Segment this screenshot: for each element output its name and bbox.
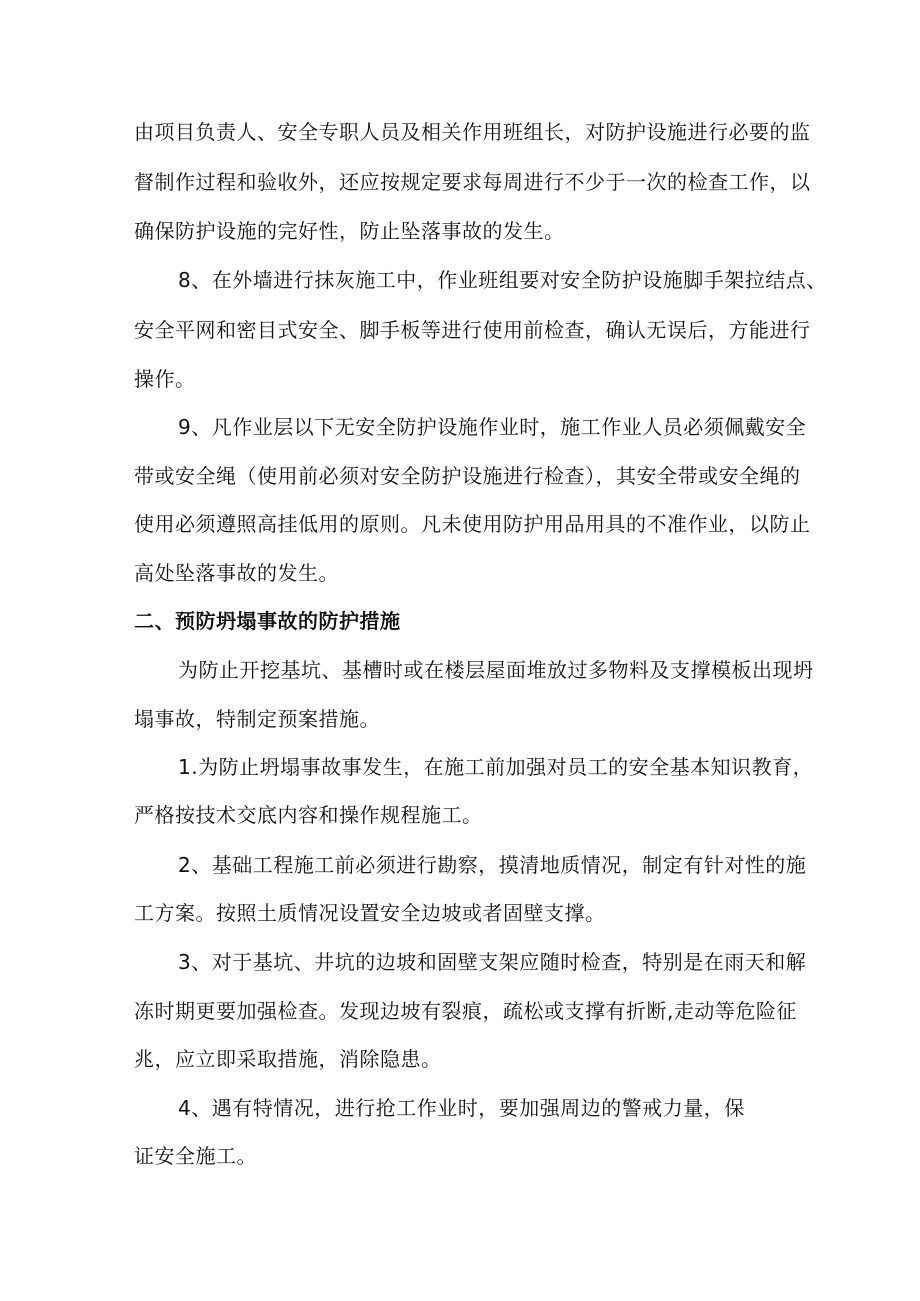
paragraph-line: 塌事故，特制定预案措施。	[134, 707, 380, 731]
paragraph-line: 3、对于基坑、井坑的边坡和固壁支架应随时检查，特别是在雨天和解	[178, 950, 807, 974]
paragraph-line: 4、遇有特情况，进行抢工作业时，要加强周边的警戒力量，保	[178, 1096, 745, 1120]
paragraph-line: 严格按技术交底内容和操作规程施工。	[134, 803, 483, 827]
paragraph-line: 9、凡作业层以下无安全防护设施作业时，施工作业人员必须佩戴安全	[178, 415, 807, 439]
paragraph-line: 证安全施工。	[134, 1144, 257, 1168]
paragraph-line: 带或安全绳（使用前必须对安全防护设施进行检查），其安全带或安全绳的	[134, 464, 801, 488]
paragraph-line: 高处坠落事故的发生。	[134, 561, 339, 585]
paragraph-line: 兆，应立即采取措施，消除隐患。	[134, 1047, 442, 1071]
paragraph-line: 1.为防止坍塌事故事发生，在施工前加强对员工的安全基本知识教育，	[178, 755, 814, 779]
paragraph-line: 冻时期更要加强检查。发现边坡有裂痕，疏松或支撑有折断,走动等危险征	[134, 999, 797, 1023]
paragraph-line: 安全平网和密目式安全、脚手板等进行使用前检查，确认无误后，方能进行	[134, 318, 811, 342]
paragraph-line: 8、在外墙进行抹灰施工中，作业班组要对安全防护设施脚手架拉结点、	[178, 268, 827, 292]
paragraph-line: 由项目负责人、安全专职人员及相关作用班组长，对防护设施进行必要的监	[134, 120, 811, 144]
paragraph-line: 为防止开挖基坑、基槽时或在楼层屋面堆放过多物料及支撑模板出现坍	[178, 658, 814, 682]
paragraph-line: 确保防护设施的完好性，防止坠落事故的发生。	[134, 219, 565, 243]
section-heading: 二、预防坍塌事故的防护措施	[134, 609, 401, 633]
paragraph-line: 操作。	[134, 367, 196, 391]
paragraph-line: 使用必须遵照高挂低用的原则。凡未使用防护用品用具的不准作业，以防止	[134, 512, 811, 536]
paragraph-line: 督制作过程和验收外，还应按规定要求每周进行不少于一次的检查工作，以	[134, 170, 811, 194]
paragraph-line: 工方案。按照土质情况设置安全边坡或者固壁支撑。	[134, 901, 606, 925]
paragraph-line: 2、基础工程施工前必须进行勘察，摸清地质情况，制定有针对性的施	[178, 853, 807, 877]
